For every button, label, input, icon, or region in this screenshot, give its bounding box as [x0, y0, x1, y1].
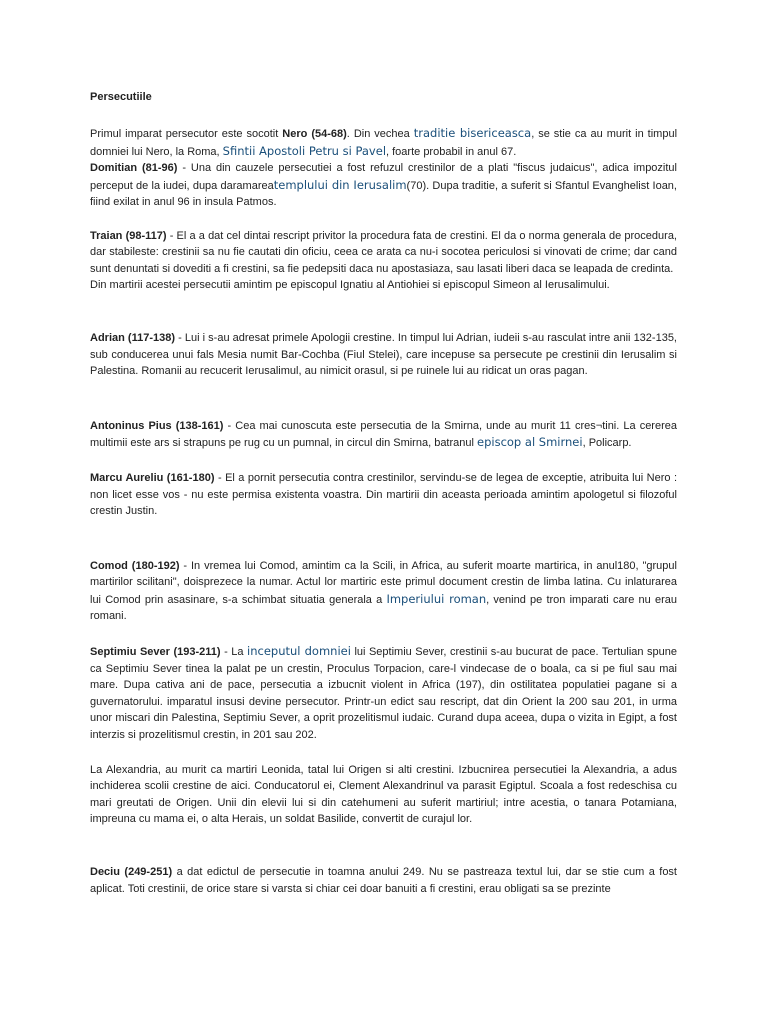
emperor-name-nero: Nero (54-68)	[282, 128, 347, 140]
link-traditie-bisericeasca[interactable]: traditie bisericeasca	[413, 126, 532, 140]
text: - In vremea lui Comod, amintim ca la Scili, in Africa, au suferit moarte martirica, in anul180, "grupul martirilor scilitani", doisprezece la numar. Actul lor martiric este primul document crestin de limba latina. Cu inlaturarea lui Comod prin asasinare, s-a schimbat situatia generala a	[90, 559, 677, 606]
link-templul-ierusalim[interactable]: templului din Ierusalim	[273, 177, 407, 192]
text: - El a a dat cel dintai rescript privitor la procedura fata de crestini. El da o norma generala de procedura, dar stabileste: crestinii sa nu fie cautati din oficiu, ceea ce arata ca nu-i socotea periculosi si vinovati de crime; dar cand sunt denuntati si dovediti a fi crestini, sa fie pedepsiti daca nu apostasiaza, sau lasati liberi daca se leapada de credinta.	[90, 229, 677, 275]
paragraph-marcu-aureliu	[90, 470, 677, 520]
emperor-name-septimiu-sever: Septimiu Sever (193-211)	[90, 646, 221, 659]
link-imperiului-roman[interactable]: Imperiului roman	[386, 591, 487, 606]
page-title: Persecutiile	[90, 91, 152, 103]
paragraph-alexandria	[90, 762, 677, 828]
emperor-name-marcu-aureliu: Marcu Aureliu (161-180)	[90, 471, 215, 484]
emperor-name-domitian: Domitian (81-96)	[90, 162, 178, 175]
text: (70). Dupa traditie, a suferit si Sfantul Evanghelist Ioan, fiind exilat in anul 96 in insula Patmos.	[90, 179, 677, 209]
paragraph-septimiu-sever	[90, 643, 677, 744]
emperor-name-comod: Comod (180-192)	[90, 559, 180, 572]
text: - El a pornit persecutia contra crestinilor, servindu-se de legea de exceptie, atribuita lui Nero : non licet esse vos - nu este permisa existenta voastra. Din martirii din aceasta perioada amintim apologetul si filozoful crestin Justin.	[90, 471, 677, 518]
text: , Policarp.	[582, 437, 632, 450]
paragraph-adrian	[90, 330, 677, 380]
link-episcop-smirnei[interactable]: episcop al Smirnei	[477, 435, 583, 450]
text: Din martirii acestei persecutii amintim pe episcopul Ignatiu al Antiohiei si episcopul Simeon al Ierusalimului.	[90, 279, 610, 292]
text: Primul imparat persecutor este socotit	[90, 128, 283, 140]
paragraph-deciu	[90, 864, 677, 897]
paragraph-comod	[90, 558, 677, 625]
text: La Alexandria, au murit ca martiri Leonida, tatal lui Origen si alti crestini. Izbucnirea persecutiei la Alexandria, a adus inchiderea scolii crestine de aici. Conducatorul ei, Clement Alexandrinul va parasit Egiptul. Scoala a fost redeschisa cu mari greutati de Origen. Unii din elevii lui si din catehumeni au suferit martiriul; intre acestia, o tanara Potamiana, impreuna cu mama ei, o alta Herais, un soldat Basilide, convertit de curajul lor.	[90, 763, 677, 826]
text: lui Septimiu Sever, crestinii s-au bucurat de pace. Tertulian spune ca Septimiu Sever tinea la palat pe un crestin, Proculus Torpacion, care-l vindecase de o boala, ca si pe fiul sau mai mare. Dupa cativa ani de pace, persecutia a izbucnit violent in Africa (197), din ostilitatea populatiei pagane si a guvernatorului. imparatul insusi devine persecutor. Printr-un edict sau rescript, dat din Orient la 200 sau 201, in urma unor miscari din Palestina, Septimiu Sever, a oprit prozelitismul iudaic. Curand dupa aceea, dupa o vizita in Egipt, a fost interzis si prozelitismul crestin, in 201 sau 202.	[90, 646, 677, 742]
text: , venind pe tron imparati care nu erau romani.	[90, 593, 677, 623]
paragraph-nero	[90, 125, 677, 160]
link-inceputul-domniei[interactable]: inceputul domniei	[247, 644, 351, 659]
emperor-name-traian: Traian (98-117)	[90, 229, 167, 242]
emperor-name-antoninus: Antoninus Pius (138-161)	[90, 419, 224, 432]
text: - La	[220, 646, 248, 659]
text: , foarte probabil in anul 67.	[386, 145, 517, 158]
text: - Una din cauzele persecutiei a fost refuzul crestinilor de a plati "fiscus judaicus", adica impozitul perceput de la iudei, dupa daramarea	[90, 162, 677, 192]
emperor-name-deciu: Deciu (249-251)	[90, 866, 173, 878]
link-sfintii-apostoli[interactable]: Sfintii Apostoli Petru si Pavel	[222, 143, 387, 158]
paragraph-domitian	[90, 160, 677, 211]
document-body	[90, 125, 677, 897]
text: , se stie ca au murit in timpul domniei lui Nero, la Roma,	[90, 128, 678, 158]
emperor-name-adrian: Adrian (117-138)	[90, 331, 176, 344]
paragraph-antoninus	[90, 418, 677, 452]
text: . Din vechea	[346, 128, 414, 140]
paragraph-traian	[90, 228, 677, 294]
text: - Cea mai cunoscuta este persecutia de la Smirna, unde au murit 11 cres¬tini. La cererea multimii este ars si strapuns pe rug cu un pumnal, in circul din Smirna, batranul	[90, 419, 677, 450]
text: a dat edictul de persecutie in toamna anului 249. Nu se pastreaza textul lui, dar se stie cum a fost aplicat. Toti crestinii, de orice stare si varsta si chiar cei doar banuiti a fi crestini, erau obligati sa se prezinte	[90, 866, 677, 895]
text: - Lui i s-au adresat primele Apologii crestine. In timpul lui Adrian, iudeii s-au rasculat intre anii 132-135, sub conducerea unui fals Mesia numit Bar-Cochba (Fiul Stelei), care incepuse sa persecute pe crestinii din Ierusalim si Palestina. Romanii au recucerit Ierusalimul, au nimicit orasul, si pe ruinele lui au ridicat un oras pagan.	[90, 331, 677, 378]
